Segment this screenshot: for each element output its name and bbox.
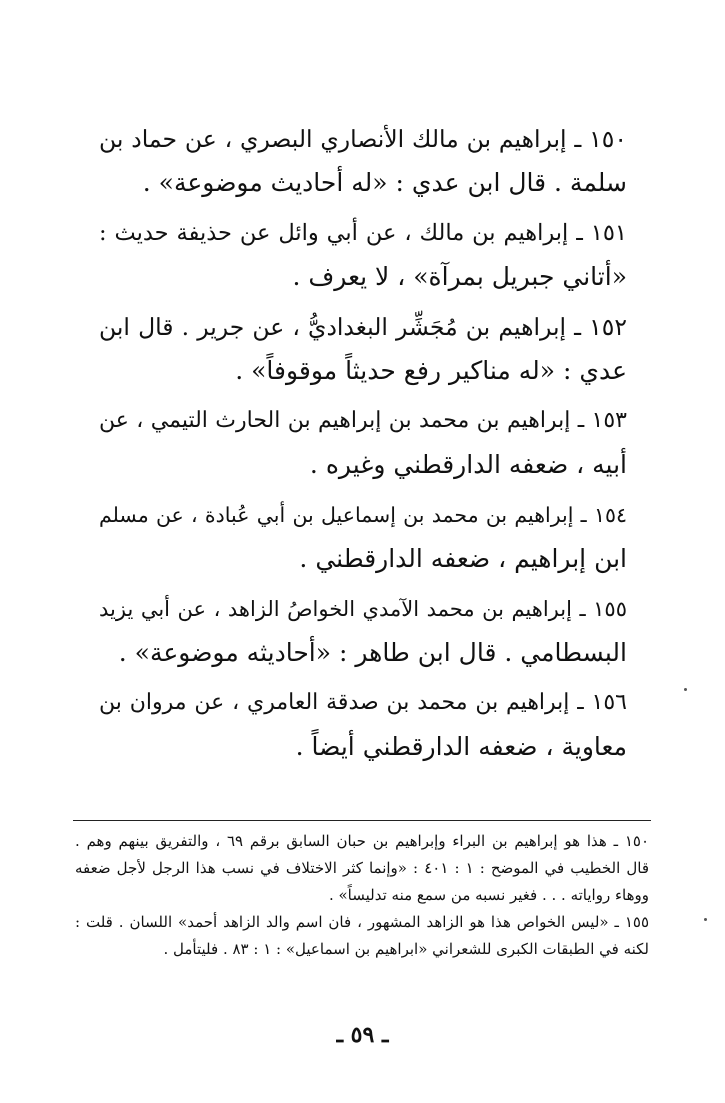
entry-153 [99, 400, 627, 488]
biography-entries [99, 118, 627, 776]
entry-150 [99, 118, 627, 206]
entry-line: ١٥٥ ـ إبراهيم بن محمد الآمدي الخواصُ الزاهد ، عن أبي يزيد [99, 597, 627, 621]
footnote-line: ووهاء رواياته . . . فغير نسبه من سمع منه تدليساً» . [328, 886, 649, 904]
entry-line: ١٥٠ ـ إبراهيم بن مالك الأنصاري البصري ، عن حماد بن [99, 125, 627, 153]
entry-line: أبيه ، ضعفه الدارقطني وغيره . [309, 450, 627, 479]
entry-line: معاوية ، ضعفه الدارقطني أيضاً . [295, 732, 627, 761]
entry-154 [99, 494, 627, 582]
page-number: ـ ٥٩ ـ [336, 1022, 389, 1048]
entry-line: ١٥٦ ـ إبراهيم بن محمد بن صدقة العامري ، عن مروان بن [99, 690, 627, 715]
entry-line: ١٥١ ـ إبراهيم بن مالك ، عن أبي وائل عن حذيفة حديث : [99, 220, 627, 246]
entry-line: ١٥٣ ـ إبراهيم بن محمد بن إبراهيم بن الحارث التيمي ، عن [99, 408, 627, 433]
entry-line: ابن إبراهيم ، ضعفه الدارقطني . [299, 544, 627, 573]
entry-156 [99, 682, 627, 770]
entry-151 [99, 212, 627, 300]
scan-speck [704, 918, 707, 921]
entry-line: عدي : «له مناكير رفع حديثاً موقوفاً» . [235, 356, 627, 385]
footnote-line: قال الخطيب في الموضح : ١ : ٤٠١ : «وإنما كثر الاختلاف في نسب هذا الرجل لأجل ضعفه [75, 859, 649, 877]
entry-line: «أتاني جبريل بمرآة» ، لا يعرف . [292, 262, 627, 291]
entry-line: سلمة . قال ابن عدي : «له أحاديث موضوعة» . [142, 168, 627, 197]
footnotes [75, 828, 649, 963]
entry-line: ١٥٤ ـ إبراهيم بن محمد بن إسماعيل بن أبي عُبادة ، عن مسلم [99, 503, 627, 527]
footnote-155 [75, 909, 649, 963]
scan-speck [684, 688, 687, 691]
entry-line: ١٥٢ ـ إبراهيم بن مُجَشِّر البغداديُّ ، عن جرير . قال ابن [99, 313, 627, 341]
footnote-150 [75, 828, 649, 909]
entry-152 [99, 306, 627, 394]
entry-155 [99, 588, 627, 676]
footnote-line: ١٥٠ ـ هذا هو إبراهيم بن البراء وإبراهيم بن حبان السابق برقم ٦٩ ، والتفريق بينهم وهم . [75, 832, 649, 850]
footnote-divider [73, 820, 651, 821]
entry-line: البسطامي . قال ابن طاهر : «أحاديثه موضوعة» . [118, 638, 627, 667]
footnote-line: لكنه في الطبقات الكبرى للشعراني «ابراهيم بن اسماعيل» : ١ : ٨٣ . فليتأمل . [163, 940, 649, 958]
footnote-line: ١٥٥ ـ «ليس الخواص هذا هو الزاهد المشهور ، فان اسم والد الزاهد أحمد» اللسان . قلت : [75, 913, 649, 931]
